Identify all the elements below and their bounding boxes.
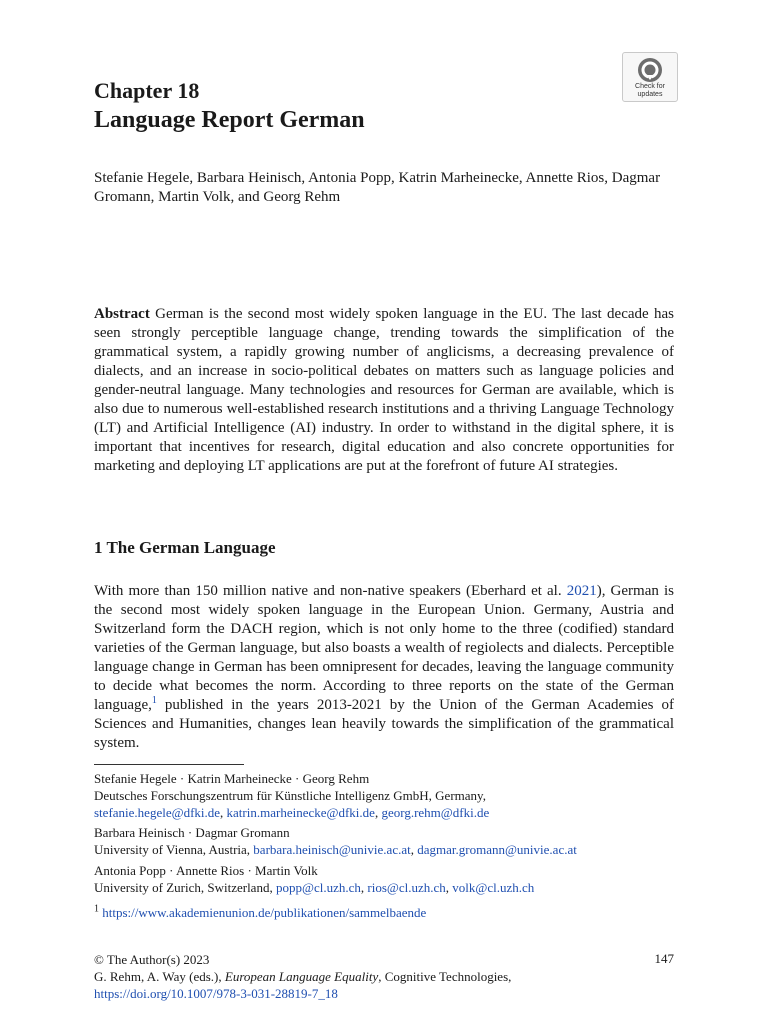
affiliation-org: Deutsches Forschungszentrum für Künstliche Intelligenz GmbH, Germany, xyxy=(94,788,486,803)
footnote xyxy=(94,904,426,921)
affiliation-block: Antonia Popp · Annette Rios · Martin Volk University of Zurich, Switzerland, popp@cl.uzh.ch, rios@cl.uzh.ch, volk@cl.uzh.ch xyxy=(94,862,674,896)
citation-link[interactable]: 2021 xyxy=(566,583,597,599)
abstract-label: Abstract xyxy=(94,306,150,322)
chapter-title: Language Report German xyxy=(94,107,365,133)
email-link[interactable]: popp@cl.uzh.ch xyxy=(275,880,361,895)
email-link[interactable]: barbara.heinisch@univie.ac.at xyxy=(253,842,411,857)
email-link[interactable]: volk@cl.uzh.ch xyxy=(452,880,535,895)
check-for-updates-badge[interactable] xyxy=(622,52,678,102)
section-heading: 1 The German Language xyxy=(94,538,276,557)
doi-link[interactable]: https://doi.org/10.1007/978-3-031-28819-7_18 xyxy=(94,986,338,1001)
affiliation-org: University of Vienna, Austria, xyxy=(94,842,251,857)
page-footer: © The Author(s) 2023 G. Rehm, A. Way (eds.), European Language Equality, Cognitive Technologies, https://doi.org/10.1007/978-3-031-28819-7_18 xyxy=(94,951,674,1002)
badge-label: Check for updates xyxy=(635,83,665,98)
section-paragraph: With more than 150 million native and non-native speakers (Eberhard et al. 2021), German is the second most widely spoken language in the European Union. Germany, Austria and Switzerland form the DACH region, which is not only home to the three (codified) standard varieties of the German language, but also boasts a wealth of regiolects and dialects. Perceptible language change in German has been omnipresent for decades, leaving the language community to decide what becomes the norm. According to three reports on the state of the German language,$^1$ published in the years 2013-2021 by the Union of the German Academies of Sciences and Humanities, changes lean heavily towards the simplification of the grammatical system. xyxy=(94,583,674,751)
footnote-number: 1 xyxy=(94,903,99,915)
abstract xyxy=(94,305,674,476)
affiliation-org: University of Zurich, Switzerland, xyxy=(94,880,273,895)
check-updates-icon xyxy=(637,57,663,83)
footnote-url[interactable]: https://www.akademienunion.de/publikationen/sammelbaende xyxy=(102,905,427,920)
affiliation-block: Stefanie Hegele · Katrin Marheinecke · Georg Rehm Deutsches Forschungszentrum für Künstliche Intelligenz GmbH, Germany, stefanie.hegele@dfki.de, katrin.marheinecke@dfki.de, georg.rehm@dfki.de xyxy=(94,770,674,821)
author-list: Stefanie Hegele, Barbara Heinisch, Antonia Popp, Katrin Marheinecke, Annette Rios, Dagmar Gromann, Martin Volk, and Georg Rehm xyxy=(94,170,661,205)
footnote-divider xyxy=(94,764,244,765)
affiliation-names: Barbara Heinisch · Dagmar Gromann xyxy=(94,825,290,840)
email-link[interactable]: georg.rehm@dfki.de xyxy=(381,805,490,820)
page-number: 147 xyxy=(654,951,674,966)
chapter-number: Chapter 18 xyxy=(94,78,200,103)
book-title: European Language Equality xyxy=(224,969,379,984)
email-link[interactable]: dagmar.gromann@univie.ac.at xyxy=(417,842,577,857)
email-link[interactable]: stefanie.hegele@dfki.de xyxy=(94,805,221,820)
affiliation-names: Antonia Popp · Annette Rios · Martin Volk xyxy=(94,863,318,878)
email-link[interactable]: rios@cl.uzh.ch xyxy=(367,880,446,895)
abstract-text: German is the second most widely spoken language in the EU. The last decade has seen strongly perceptible language change, trending towards the simplification of the grammatical system, a rapidly growing number of anglicisms, a decreasing prevalence of dialects, and an increase in socio-political debates on matters such as language policies and gender-neutral language. Many technologies and resources for German are available, which is also due to numerous well-established research institutions and a thriving Language Technology (LT) and Artificial Intelligence (AI) industry. In order to withstand in the digital sphere, it is important that incentives for research, digital education and also concrete opportunities for marketing and deploying LT applications are put at the forefront of future AI strategies. xyxy=(94,306,675,474)
affiliation-block: Barbara Heinisch · Dagmar Gromann University of Vienna, Austria, barbara.heinisch@univie.ac.at, dagmar.gromann@univie.ac.at xyxy=(94,824,674,858)
footnote-ref[interactable]: 1 xyxy=(151,695,157,706)
copyright: © The Author(s) 2023 xyxy=(94,952,210,967)
email-link[interactable]: katrin.marheinecke@dfki.de xyxy=(226,805,375,820)
affiliation-names: Stefanie Hegele · Katrin Marheinecke · Georg Rehm xyxy=(94,771,370,786)
